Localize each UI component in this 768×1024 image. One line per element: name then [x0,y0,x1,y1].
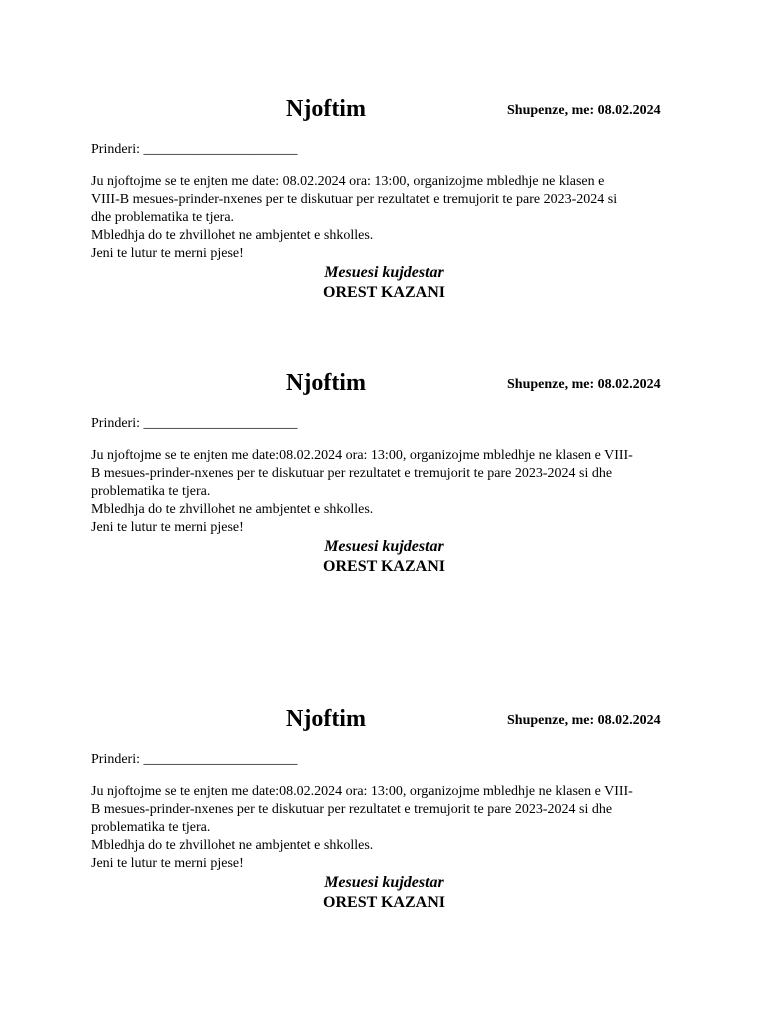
notice-title: Njoftim [286,370,366,396]
body-line: Ju njoftojme se te enjten me date:08.02.2024 ora: 13:00, organizojme mbledhje ne klasen e VIII- [91,448,633,463]
body-line: dhe problematika te tjera. [91,210,235,225]
notice-block [0,705,768,945]
signature-name: OREST KAZANI [323,558,445,575]
parent-name-line: Prinderi: ______________________ [91,416,298,431]
signature-role: Mesuesi kujdestar [324,264,444,281]
signature-name: OREST KAZANI [323,894,445,911]
notice-block [0,369,768,609]
parent-name-line: Prinderi: ______________________ [91,142,298,157]
body-line: Mbledhja do te zhvillohet ne ambjentet e shkolles. [91,838,374,853]
parent-name-line: Prinderi: ______________________ [91,752,298,767]
body-line: Ju njoftojme se te enjten me date: 08.02.2024 ora: 13:00, organizojme mbledhje ne klasen e [91,174,605,189]
body-line: B mesues-prinder-nxenes per te diskutuar per rezultatet e tremujorit te pare 2023-2024 si dhe [91,802,613,817]
body-line: B mesues-prinder-nxenes per te diskutuar per rezultatet e tremujorit te pare 2023-2024 si dhe [91,466,613,481]
signature-role: Mesuesi kujdestar [324,874,444,891]
body-line: problematika te tjera. [91,484,211,499]
signature-role: Mesuesi kujdestar [324,538,444,555]
signature-name: OREST KAZANI [323,284,445,301]
notice-body [91,173,681,263]
body-line: Jeni te lutur te merni pjese! [91,856,244,871]
body-line: problematika te tjera. [91,820,211,835]
notice-title: Njoftim [286,96,366,122]
place-date: Shupenze, me: 08.02.2024 [507,377,661,392]
place-date: Shupenze, me: 08.02.2024 [507,713,661,728]
notice-block [0,95,768,335]
body-line: Mbledhja do te zhvillohet ne ambjentet e shkolles. [91,502,374,517]
body-line: VIII-B mesues-prinder-nxenes per te diskutuar per rezultatet e tremujorit te pare 2023-2024 si [91,192,618,207]
notice-body [91,783,681,873]
notice-title: Njoftim [286,706,366,732]
body-line: Jeni te lutur te merni pjese! [91,520,244,535]
place-date: Shupenze, me: 08.02.2024 [507,103,661,118]
notice-body [91,447,681,537]
body-line: Jeni te lutur te merni pjese! [91,246,244,261]
body-line: Ju njoftojme se te enjten me date:08.02.2024 ora: 13:00, organizojme mbledhje ne klasen e VIII- [91,784,633,799]
body-line: Mbledhja do te zhvillohet ne ambjentet e shkolles. [91,228,374,243]
